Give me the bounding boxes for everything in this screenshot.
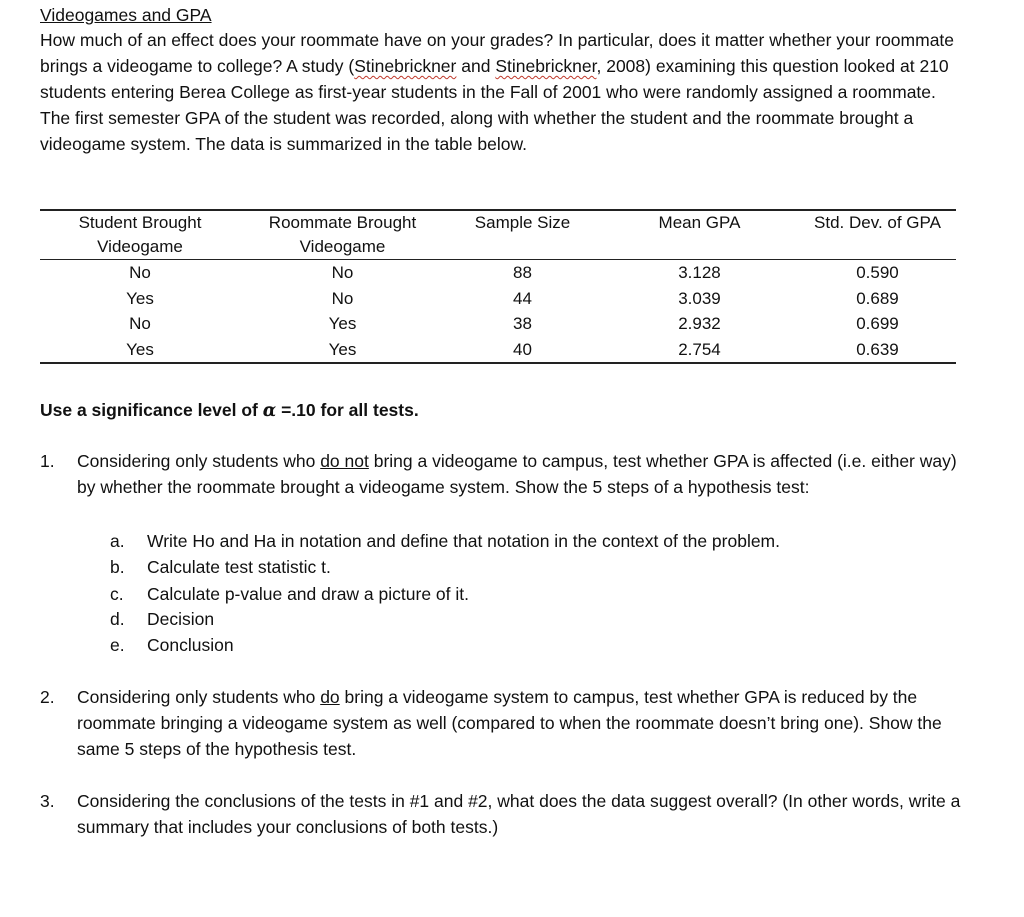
intro-text-1: How much of an effect does your roommate have on your grades? In particular, does it matter whether your roommate brings a videogame to college? A study ( [40, 30, 955, 76]
cell-sample-size: 88 [513, 263, 532, 282]
emphasis-do-not: do not [320, 451, 369, 471]
alpha-symbol: α [262, 401, 277, 421]
question-1: 1. Considering only students who do not bring a videogame to campus, test whether GPA is affected (i.e. either way) by whether the roommate brought a videogame system. Show the 5 steps of a hypothesis test: [40, 448, 965, 500]
table-row [40, 337, 956, 364]
cell-student: Yes [40, 337, 240, 364]
document-title: Videogames and GPA [40, 5, 212, 25]
emphasis-do: do [320, 687, 340, 707]
step-item: e. Conclusion [110, 635, 234, 655]
intro-paragraph [40, 27, 965, 157]
intro-and: and [456, 56, 496, 76]
cell-mean-gpa: 2.754 [600, 337, 799, 364]
header-student-brought: Student Brought Videogame [40, 210, 240, 260]
cell-std-dev: 0.590 [856, 263, 899, 282]
header-std-dev: Std. Dev. of GPA [799, 210, 956, 260]
intro-text-2: , 2008) examining this question looked at 210 students entering Berea College as first-year students in the Fall of 2001 who were randomly assigned a roommate. The first semester GPA of the student was recorded, along with whether the student and the roommate brought a videogame system. The data is summarized in the table below. [40, 56, 949, 154]
cell-mean-gpa: 3.039 [678, 288, 721, 308]
cell-student: No [129, 263, 151, 282]
cell-roommate: Yes [328, 314, 357, 333]
step-item: d. Decision [110, 609, 215, 629]
table-row [40, 260, 956, 286]
question-number: 1. [40, 451, 55, 471]
cell-mean-gpa: 2.932 [678, 314, 721, 333]
cell-student: Yes [126, 288, 154, 308]
step-item: a. Write Ho and Ha in notation and define that notation in the context of the problem. [110, 531, 780, 551]
table-row [40, 311, 956, 337]
question-number: 2. [40, 687, 55, 707]
cell-std-dev: 0.699 [856, 314, 899, 333]
author-name-2: Stinebrickner [495, 56, 597, 76]
question-2: 2. Considering only students who do bring a videogame system to campus, test whether GPA is reduced by the roommate bringing a videogame system as well (compared to when the roommate doesn’t bring one). Show the same 5 steps of the hypothesis test. [40, 684, 965, 762]
header-mean-gpa: Mean GPA [600, 210, 799, 260]
step-item: c. Calculate p-value and draw a picture of it. [110, 584, 469, 604]
cell-std-dev: 0.639 [799, 337, 956, 364]
cell-std-dev: 0.689 [856, 288, 899, 308]
cell-sample-size: 40 [445, 337, 600, 364]
cell-mean-gpa: 3.128 [678, 263, 721, 282]
cell-sample-size: 38 [513, 314, 532, 333]
header-sample-size: Sample Size [445, 210, 600, 260]
alpha-value: .10 [291, 400, 316, 420]
cell-sample-size: 44 [513, 288, 532, 308]
step-item: b. Calculate test statistic t. [110, 557, 331, 577]
question-3: 3. Considering the conclusions of the tests in #1 and #2, what does the data suggest overall? (In other words, write a summary that includes your conclusions of both tests.) [40, 788, 965, 840]
significance-level-note: Use a significance level of α =.10 for all tests. [40, 400, 419, 421]
cell-roommate: No [331, 288, 354, 308]
cell-roommate: No [331, 263, 354, 282]
table-header-row [40, 210, 956, 260]
header-roommate-brought: Roommate Brought Videogame [240, 210, 445, 260]
cell-student: No [129, 314, 151, 333]
question-number: 3. [40, 791, 55, 811]
table-row [40, 286, 956, 312]
author-name-1: Stinebrickner [354, 56, 457, 76]
gpa-summary-table [40, 209, 956, 364]
cell-roommate: Yes [240, 337, 445, 364]
